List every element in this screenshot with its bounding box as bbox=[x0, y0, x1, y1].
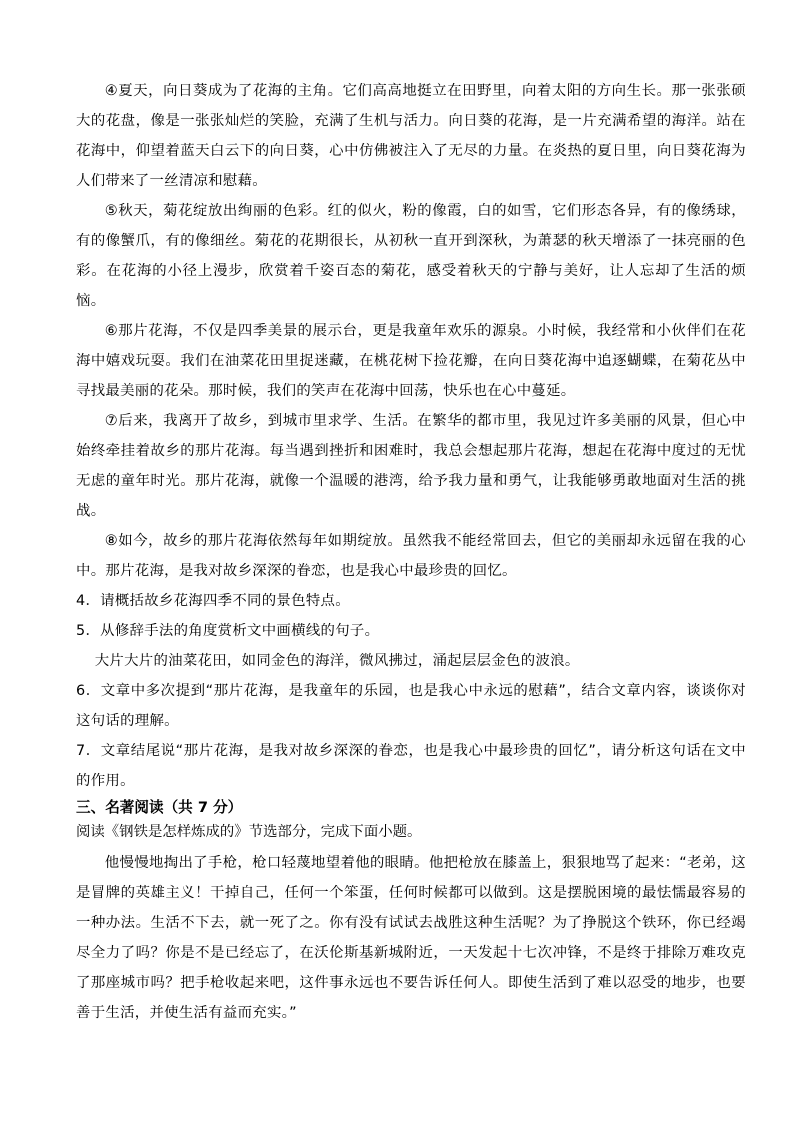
paragraph-4: ④夏天，向日葵成为了花海的主角。它们高高地挺立在田野里，向着太阳的方向生长。那一张张硕大的花盘，像是一张张灿烂的笑脸，充满了生机与活力。向日葵的花海，是一片充满希望的海洋。站在花海中，仰望着蓝天白云下的向日葵，心中仿佛被注入了无尽的力量。在炎热的夏日里，向日葵花海为人们带来了一丝清凉和慰藉。 bbox=[76, 83, 746, 189]
paragraph-6: ⑥那片花海，不仅是四季美景的展示台，更是我童年欢乐的源泉。小时候，我经常和小伙伴们在花海中嬉戏玩耍。我们在油菜花田里捉迷藏，在桃花树下捡花瓣，在向日葵花海中追逐蝴蝶，在菊花丛中寻找最美丽的花朵。那时候，我们的笑声在花海中回荡，快乐也在心中蔓延。 bbox=[76, 323, 746, 399]
paragraph-8: ⑧如今，故乡的那片花海依然每年如期绽放。虽然我不能经常回去，但它的美丽却永远留在我的心中。那片花海，是我对故乡深深的眷恋，也是我心中最珍贵的回忆。 bbox=[76, 533, 746, 579]
question-5: 5．从修辞手法的角度赏析文中画横线的句子。 bbox=[76, 623, 380, 639]
novel-excerpt: 他慢慢地掏出了手枪，枪口轻蔑地望着他的眼睛。他把枪放在膝盖上，狠狠地骂了起来：“老弟，这是冒牌的英雄主义！干掉自己，任何一个笨蛋，任何时候都可以做到。这是摆脱困境的最怯懦最容易的一种办法。生活不下去，就一死了之。你有没有试试去战胜这种生活呢？为了挣脱这个铁环，你已经竭尽全力了吗？你是不是已经忘了，在沃伦斯基新城附近，一天发起十七次冲锋，不是终于排除万难攻克了那座城市吗？把手枪收起来吧，这件事永远也不要告诉任何人。即使生活到了难以忍受的地步，也要善于生活，并使生活有益而充实。” bbox=[76, 855, 746, 1021]
document-page bbox=[76, 76, 746, 1028]
paragraph-7: ⑦后来，我离开了故乡，到城市里求学、生活。在繁华的都市里，我见过许多美丽的风景，但心中始终牵挂着故乡的那片花海。每当遇到挫折和困难时，我总会想起那片花海，想起在花海中度过的无忧无虑的童年时光。那片花海，就像一个温暖的港湾，给予我力量和勇气，让我能够勇敢地面对生活的挑战。 bbox=[76, 413, 746, 519]
section-intro: 阅读《钢铁是怎样炼成的》节选部分，完成下面小题。 bbox=[76, 824, 422, 840]
question-4: 4．请概括故乡花海四季不同的景色特点。 bbox=[76, 593, 350, 609]
paragraph-5: ⑤秋天，菊花绽放出绚丽的色彩。红的似火，粉的像霞，白的如雪，它们形态各异，有的像绣球，有的像蟹爪，有的像细丝。菊花的花期很长，从初秋一直开到深秋，为萧瑟的秋天增添了一抹亮丽的色彩。在花海的小径上漫步，欣赏着千姿百态的菊花，感受着秋天的宁静与美好，让人忘却了生活的烦恼。 bbox=[76, 203, 746, 309]
question-5-sentence: 大片大片的油菜花田，如同金色的海洋，微风拂过，涌起层层金色的波浪。 bbox=[94, 653, 580, 669]
question-6: 6．文章中多次提到“那片花海，是我童年的乐园，也是我心中永远的慰藉”，结合文章内容，谈谈你对这句话的理解。 bbox=[76, 683, 746, 729]
question-7: 7．文章结尾说“那片花海，是我对故乡深深的眷恋，也是我心中最珍贵的回忆”，请分析这句话在文中的作用。 bbox=[76, 743, 746, 789]
section-title: 三、名著阅读（共 7 分） bbox=[76, 799, 243, 816]
